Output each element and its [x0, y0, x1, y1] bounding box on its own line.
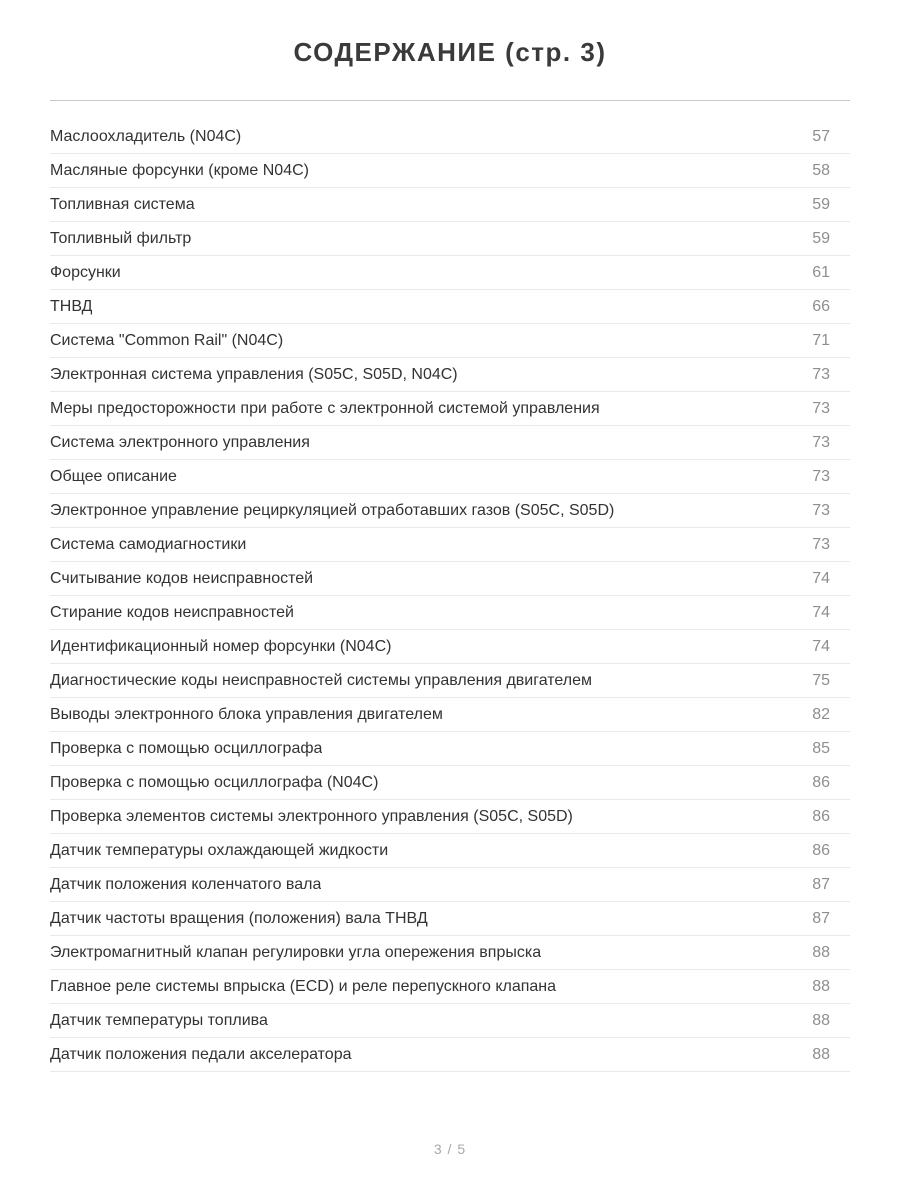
toc-entry-title: Диагностические коды неисправностей системы управления двигателем	[50, 671, 593, 689]
toc-entry-title: Проверка элементов системы электронного управления (S05C, S05D)	[50, 807, 573, 825]
toc-row	[50, 358, 850, 392]
toc-list	[50, 120, 850, 1072]
toc-row	[50, 154, 850, 188]
toc-entry-page: 87	[812, 909, 830, 927]
toc-entry-page: 87	[812, 875, 830, 893]
page-title: СОДЕРЖАНИЕ (стр. 3)	[293, 37, 607, 67]
toc-row	[50, 800, 850, 834]
toc-entry-page: 88	[812, 977, 830, 995]
toc-row	[50, 936, 850, 970]
toc-entry-page: 88	[812, 1011, 830, 1029]
toc-entry-title: Датчик положения коленчатого вала	[50, 875, 322, 893]
toc-entry-page: 86	[812, 773, 830, 791]
toc-row	[50, 494, 850, 528]
toc-entry-page: 58	[812, 161, 830, 179]
toc-entry-page: 75	[812, 671, 830, 689]
toc-entry-page: 61	[812, 263, 830, 281]
toc-entry-title: Маслоохладитель (N04C)	[50, 127, 242, 145]
toc-entry-page: 74	[812, 569, 830, 587]
page-indicator: 3 / 5	[433, 1141, 467, 1157]
toc-entry-title: Датчик температуры топлива	[50, 1011, 268, 1029]
toc-row	[50, 528, 850, 562]
toc-entry-title: Стирание кодов неисправностей	[50, 603, 294, 621]
toc-row	[50, 324, 850, 358]
toc-row	[50, 426, 850, 460]
toc-entry-title: Главное реле системы впрыска (ECD) и реле перепускного клапана	[50, 977, 557, 995]
toc-entry-title: Система "Common Rail" (N04C)	[50, 331, 284, 349]
toc-row	[50, 256, 850, 290]
toc-entry-page: 73	[812, 365, 830, 383]
toc-entry-title: Выводы электронного блока управления двигателем	[50, 705, 443, 723]
toc-row	[50, 222, 850, 256]
toc-entry-page: 66	[812, 297, 830, 315]
toc-row	[50, 902, 850, 936]
toc-row	[50, 1038, 850, 1072]
toc-entry-page: 86	[812, 807, 830, 825]
toc-entry-title: Система самодиагностики	[50, 535, 247, 553]
toc-entry-page: 59	[812, 195, 830, 213]
toc-entry-page: 73	[812, 535, 830, 553]
toc-entry-title: Форсунки	[50, 263, 121, 281]
toc-row	[50, 970, 850, 1004]
toc-entry-page: 74	[812, 637, 830, 655]
toc-entry-page: 82	[812, 705, 830, 723]
toc-row	[50, 766, 850, 800]
header-divider	[50, 100, 850, 101]
toc-entry-title: Датчик частоты вращения (положения) вала ТНВД	[50, 909, 428, 927]
toc-entry-page: 74	[812, 603, 830, 621]
toc-entry-title: ТНВД	[50, 297, 93, 315]
toc-row	[50, 834, 850, 868]
toc-row	[50, 1004, 850, 1038]
toc-entry-page: 71	[812, 331, 830, 349]
toc-entry-title: Топливная система	[50, 195, 195, 213]
toc-entry-page: 85	[812, 739, 830, 757]
toc-row	[50, 732, 850, 766]
toc-entry-title: Идентификационный номер форсунки (N04C)	[50, 637, 392, 655]
toc-entry-page: 73	[812, 433, 830, 451]
toc-row	[50, 392, 850, 426]
toc-entry-title: Электронная система управления (S05C, S05D, N04C)	[50, 365, 458, 383]
toc-entry-title: Топливный фильтр	[50, 229, 192, 247]
toc-row	[50, 664, 850, 698]
toc-entry-page: 73	[812, 467, 830, 485]
toc-entry-page: 86	[812, 841, 830, 859]
toc-entry-title: Электронное управление рециркуляцией отработавших газов (S05C, S05D)	[50, 501, 615, 519]
toc-row	[50, 562, 850, 596]
toc-row	[50, 120, 850, 154]
toc-entry-title: Проверка с помощью осциллографа	[50, 739, 323, 757]
toc-entry-title: Датчик положения педали акселератора	[50, 1045, 352, 1063]
toc-entry-page: 88	[812, 943, 830, 961]
toc-entry-title: Проверка с помощью осциллографа (N04C)	[50, 773, 379, 791]
toc-row	[50, 188, 850, 222]
toc-entry-title: Датчик температуры охлаждающей жидкости	[50, 841, 389, 859]
toc-row	[50, 460, 850, 494]
toc-row	[50, 630, 850, 664]
toc-row	[50, 868, 850, 902]
toc-row	[50, 698, 850, 732]
toc-entry-title: Считывание кодов неисправностей	[50, 569, 314, 587]
toc-entry-page: 88	[812, 1045, 830, 1063]
toc-row	[50, 596, 850, 630]
toc-entry-page: 57	[812, 127, 830, 145]
toc-entry-title: Система электронного управления	[50, 433, 310, 451]
toc-entry-title: Меры предосторожности при работе с электронной системой управления	[50, 399, 600, 417]
toc-entry-title: Общее описание	[50, 467, 177, 485]
toc-entry-page: 73	[812, 399, 830, 417]
toc-entry-title: Масляные форсунки (кроме N04C)	[50, 161, 309, 179]
toc-entry-page: 59	[812, 229, 830, 247]
toc-entry-title: Электромагнитный клапан регулировки угла опережения впрыска	[50, 943, 542, 961]
toc-row	[50, 290, 850, 324]
toc-entry-page: 73	[812, 501, 830, 519]
